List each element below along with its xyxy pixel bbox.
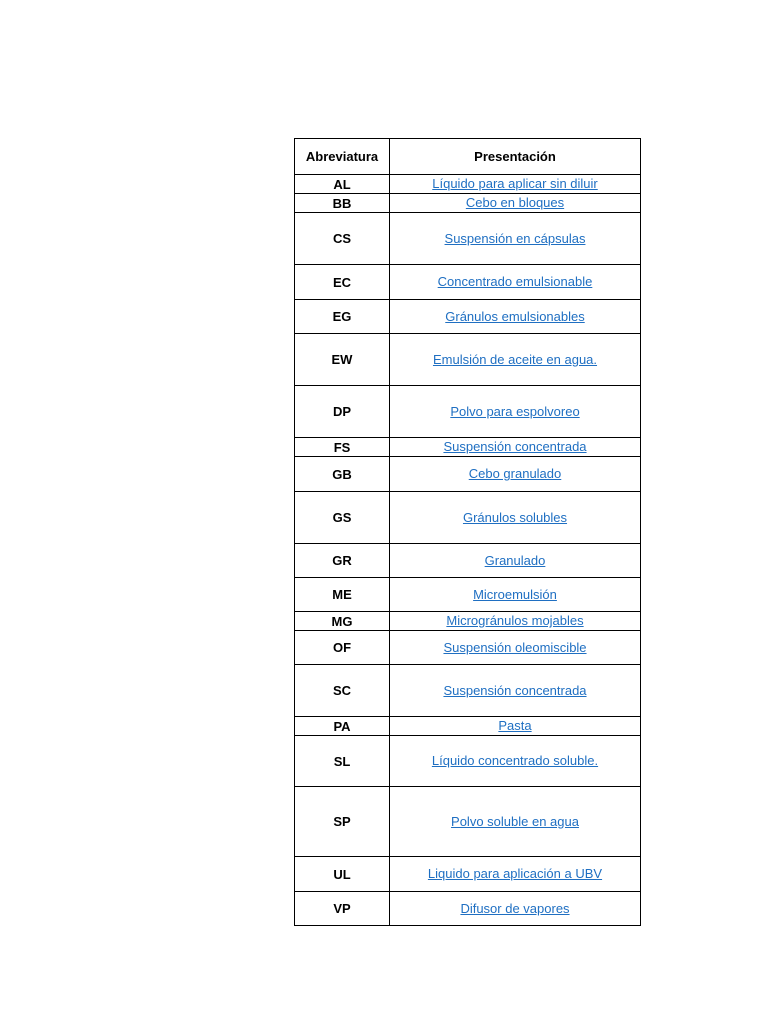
presentation-cell (390, 300, 641, 334)
presentation-cell (390, 612, 641, 631)
table-row (295, 213, 641, 265)
abbr-cell: AL (295, 175, 390, 194)
table-row (295, 175, 641, 194)
presentation-link[interactable]: Polvo para espolvoreo (450, 403, 580, 419)
abbr-cell: OF (295, 631, 390, 665)
abbr-cell: UL (295, 857, 390, 892)
abbr-cell: GS (295, 492, 390, 544)
presentation-cell (390, 544, 641, 578)
presentation-cell (390, 492, 641, 544)
abbr-cell: GR (295, 544, 390, 578)
presentation-link[interactable]: Gránulos emulsionables (445, 308, 585, 324)
table-row (295, 334, 641, 386)
presentation-link[interactable]: Gránulos solubles (462, 509, 568, 525)
abbr-cell: VP (295, 892, 390, 926)
abbr-cell: FS (295, 438, 390, 457)
abbr-cell: BB (295, 194, 390, 213)
presentation-cell (390, 457, 641, 492)
table-row (295, 544, 641, 578)
presentation-link[interactable]: Pasta (498, 718, 532, 733)
table-row (295, 194, 641, 213)
table-row (295, 736, 641, 787)
presentation-link[interactable]: Suspensión concentrada (443, 682, 587, 698)
presentation-cell (390, 438, 641, 457)
presentation-link[interactable]: Emulsión de aceite en agua. (432, 351, 598, 367)
presentation-link[interactable]: Líquido concentrado soluble. (431, 753, 599, 768)
table-row (295, 787, 641, 857)
abbr-cell: SC (295, 665, 390, 717)
table-row (295, 717, 641, 736)
abbr-cell: PA (295, 717, 390, 736)
header-row (295, 139, 641, 175)
presentation-cell (390, 787, 641, 857)
presentation-cell (390, 213, 641, 265)
presentation-cell (390, 665, 641, 717)
table-row (295, 457, 641, 492)
presentation-cell (390, 578, 641, 612)
abbr-cell: SP (295, 787, 390, 857)
presentation-link[interactable]: Cebo en bloques (465, 195, 565, 210)
presentation-link[interactable]: Suspensión oleomiscible (443, 639, 587, 655)
table-row (295, 300, 641, 334)
presentation-link[interactable]: Cebo granulado (468, 466, 562, 481)
presentation-link[interactable]: Microgránulos mojables (446, 613, 584, 628)
presentation-cell (390, 892, 641, 926)
presentation-cell (390, 194, 641, 213)
presentation-link[interactable]: Difusor de vapores (460, 900, 570, 916)
abbr-cell: SL (295, 736, 390, 787)
abbr-cell: DP (295, 386, 390, 438)
table-row (295, 631, 641, 665)
header-presentacion: Presentación (390, 139, 641, 175)
presentation-link[interactable]: Polvo soluble en agua (451, 813, 579, 829)
presentation-link[interactable]: Granulado (484, 552, 546, 568)
table-row (295, 665, 641, 717)
presentation-cell (390, 717, 641, 736)
presentation-link[interactable]: Líquido para aplicar sin diluir (432, 176, 598, 191)
abbr-cell: CS (295, 213, 390, 265)
table-row (295, 578, 641, 612)
table-row (295, 386, 641, 438)
table-row (295, 892, 641, 926)
table-row (295, 438, 641, 457)
presentation-link[interactable]: Concentrado emulsionable (437, 274, 593, 289)
presentation-cell (390, 334, 641, 386)
table-row (295, 265, 641, 300)
presentation-cell (390, 736, 641, 787)
presentation-cell (390, 386, 641, 438)
presentation-cell (390, 175, 641, 194)
presentation-cell (390, 265, 641, 300)
abbreviation-table (294, 138, 641, 926)
presentation-link[interactable]: Suspensión en cápsulas (444, 230, 586, 246)
header-abreviatura: Abreviatura (295, 139, 390, 175)
table-row (295, 857, 641, 892)
presentation-link[interactable]: Microemulsión (473, 586, 557, 602)
abbr-cell: EG (295, 300, 390, 334)
presentation-link[interactable]: Liquido para aplicación a UBV (427, 866, 603, 881)
presentation-cell (390, 857, 641, 892)
table-row (295, 612, 641, 631)
abbr-cell: GB (295, 457, 390, 492)
abbr-cell: ME (295, 578, 390, 612)
presentation-cell (390, 631, 641, 665)
table-row (295, 492, 641, 544)
presentation-link[interactable]: Suspensión concentrada (443, 439, 587, 454)
abbr-cell: EC (295, 265, 390, 300)
abbr-cell: MG (295, 612, 390, 631)
abbr-cell: EW (295, 334, 390, 386)
